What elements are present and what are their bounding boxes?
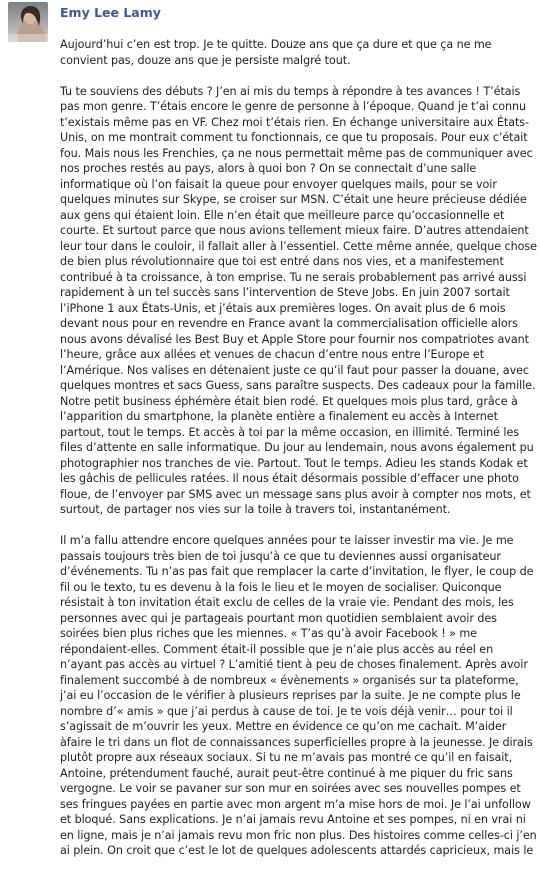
author-name[interactable]: Emy Lee Lamy xyxy=(60,5,161,20)
post-paragraph: Aujourd’hui c’en est trop. Je te quitte. Douze ans que ça dure et que ça ne me convient pas, douze ans que je persiste malgré tout. xyxy=(60,38,492,67)
avatar[interactable] xyxy=(8,2,48,42)
profile-photo-icon xyxy=(8,2,48,42)
post-body xyxy=(60,37,538,874)
post-paragraph: Tu te souviens des débuts ? J’en ai mis du temps à répondre à tes avances ! T’étais pas mon genre. T’étais encore le genre de personne à l’époque. Quand je t’ai connu t’existais même pas en VF. Chez moi t’étais rien. En échange universitaire aux États-Unis, on me montrait comment tu fonctionnais, ce que tu proposais. Pour eux c’était fou. Mais nous les Frenchies, ça ne nous permettait même pas de communiquer avec nos proches restés au pays, alors à quoi bon ? On se connectait d’une salle informatique où l’on faisait la queue pour envoyer quelques mails, pour se voir quelques minutes sur Skype, se croiser sur MSN. C’était une heure précieuse dédiée aux gens qui étaient loin. Elle n’en était que meilleure parce qu’occasionnelle et courte. Et surtout parce que nous avions tellement mieux faire. D’autres attendaient leur tour dans le couloir, il fallait aller à l’essentiel. Cette même année, quelque chose de bien plus révolutionnaire que toi est entré dans nos vies, et a manifestement contribué à ta croissance, à ton emprise. Tu ne serais probablement pas arrivé aussi rapidement à un tel succès sans l’intervention de Steve Jobs. En juin 2007 sortait l’iPhone 1 aux États-Unis, et j’étais aux premières loges. On avait plus de 6 mois devant nous pour en revendre en France avant la commercialisation officielle alors nous avons dévalisé les Best Buy et Apple Store pour fournir nos compatriotes avant l’heure, grâce aux allées et venues de chacun d’entre nous entre l’Europe et l’Amérique. Nos valises en détenaient juste ce qu’il faut pour passer la douane, avec quelques montres et sacs Guess, sans paraître suspects. Des cadeaux pour la famille. Notre petit business éphémère était bien rodé. Et quelques mois plus tard, grâce à l’apparition du smartphone, la planète entière a finalement eu accès à Internet partout, tout le temps. Et accès à toi par la même occasion, en illimité. Terminé les files d’attente en salle informatique. Du jour au lendemain, nous avons également pu photographier nos tranches de vie. Partout. Tout le temps. Adieu les stands Kodak et les gâchis de pellicules ratées. Il nous était désormais possible d’effacer une photo floue, de l’envoyer par SMS avec un message sans plus avoir à compter nos mots, et surtout, de partager nos vies sur la toile à travers toi, instantanément. xyxy=(60,84,537,516)
post-paragraph: Il m’a fallu attendre encore quelques années pour te laisser investir ma vie. Je me passais toujours très bien de toi jusqu’à ce que tu deviennes aussi organisateur d’événements. Tu n’as pas fait que remplacer la carte d’invitation, le flyer, le coup de fil ou le texto, tu es devenu à la fois le lieu et le moyen de socialiser. Quiconque résistait à ton invitation était exclu de celles de la vraie vie. Pendant des mois, les personnes avec qui je partageais pourtant mon quotidien semblaient avoir des soirées bien plus riches que les miennes. « T’as qu’à avoir Facebook ! » me répondaient-elles. Comment était-il possible que je n’aie plus accès au réel en n’ayant pas accès au virtuel ? L’amitié tient à peu de choses finalement. Après avoir finalement succombé à de nombreux « évènements » organisés sur ta plateforme, j’ai eu l’occasion de le vérifier à plusieurs reprises par la suite. Je ne compte plus le nombre d’« amis » que j’ai perdus à cause de toi. Je te vois déjà venir… pour toi il s’agissait de m’ouvrir les yeux. Mettre en évidence ce qu’on me cachait. M’aider àfaire le tri dans un flot de connaissances superficielles propre à la jeunesse. Je dirais plutôt propre aux réseaux sociaux. Si tu ne m’avais pas montré ce qu’il en faisait, Antoine, prétendument fauché, aurait peut-être continué à me piquer du fric sans vergogne. Le voir se pavaner sur son mur en soirées avec ses nouvelles pompes et ses fringues payées en partie avec mon argent m’a mise hors de moi. Je l’ai unfollow et bloqué. Sans explications. Je n’ai jamais revu Antoine et ses pompes, ni en vrai ni en ligne, mais je n’ai jamais revu mon fric non plus. Des histoires comme celles-ci j’en ai plein. On croit que c’est le lot de quelques adolescents attardés capricieux, mais le xyxy=(60,534,537,857)
